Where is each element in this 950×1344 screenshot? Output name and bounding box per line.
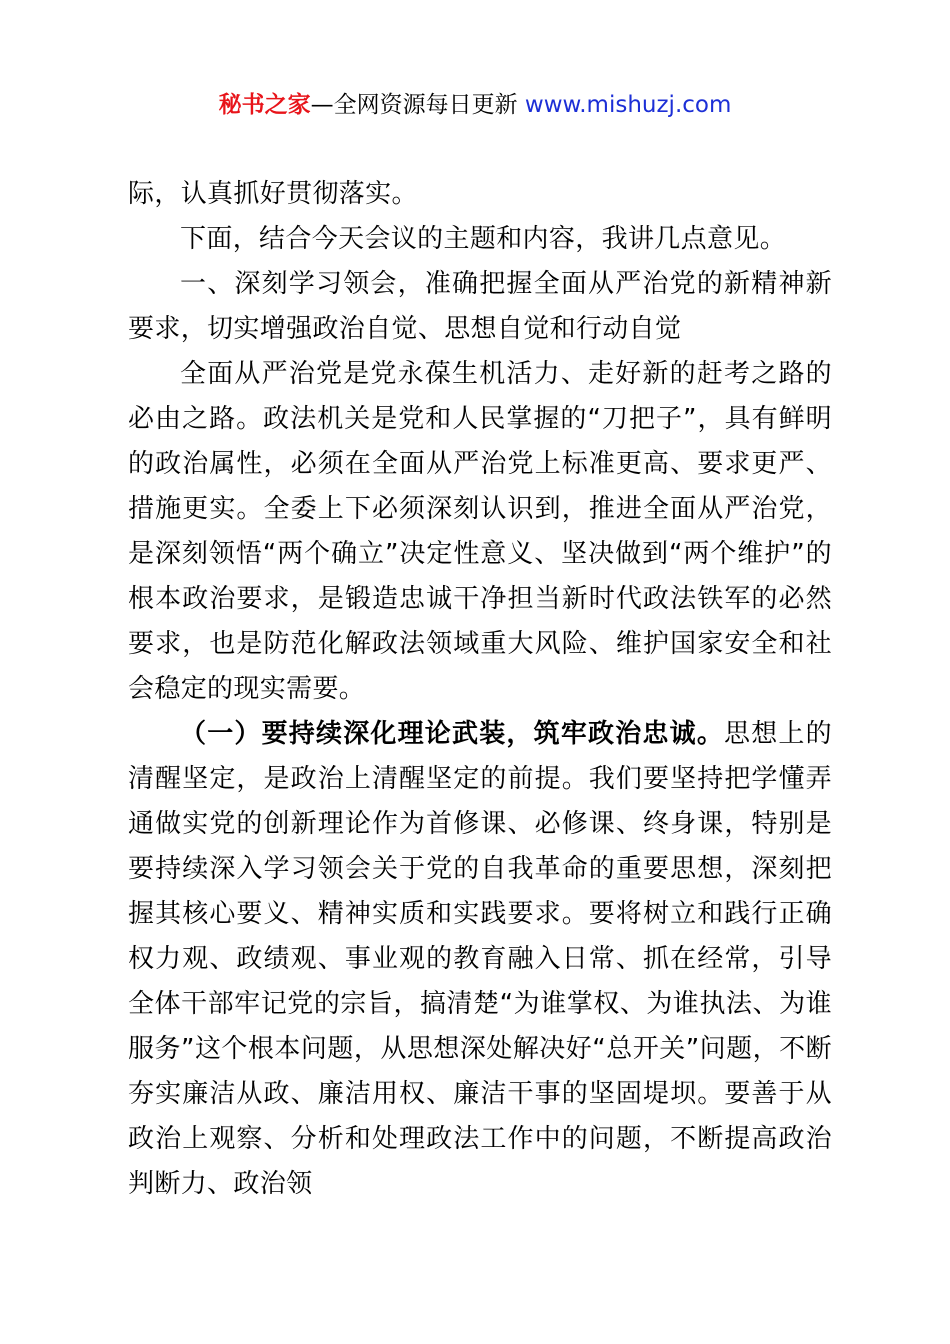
brand-name: 秘书之家: [218, 92, 311, 118]
subsection-body: 思想上的清醒坚定，是政治上清醒坚定的前提。我们要坚持把学懂弄通做实党的创新理论作为首修课、必修课、终身课，特别是要持续深入学习领会关于党的自我革命的重要思想，深刻把握其核心要义、精神实质和实践要求。要将树立和践行正确权力观、政绩观、事业观的教育融入日常、抓在经常，引导全体干部牢记党的宗旨，搞清楚“为谁掌权、为谁执法、为谁服务”这个根本问题，从思想深处解决好“总开关”问题，不断夯实廉洁从政、廉洁用权、廉洁干事的坚固堤坝。要善于从政治上观察、分析和处理政法工作中的问题，不断提高政治判断力、政治领: [128, 719, 832, 1199]
paragraph-section-body: 全面从严治党是党永葆生机活力、走好新的赶考之路的必由之路。政法机关是党和人民掌握的“刀把子”，具有鲜明的政治属性，必须在全面从严治党上标准更高、要求更严、措施更实。全委上下必须深刻认识到，推进全面从严治党，是深刻领悟“两个确立”决定性意义、坚决做到“两个维护”的根本政治要求，是锻造忠诚干净担当新时代政法铁军的必然要求，也是防范化解政法领域重大风险、维护国家安全和社会稳定的现实需要。: [128, 359, 832, 704]
paragraph-continuation: 际，认真抓好贯彻落实。: [128, 179, 418, 209]
header-tagline: —全网资源每日更新: [310, 92, 525, 118]
website-link[interactable]: www.mishuzj.com: [524, 92, 732, 118]
document-body: [128, 172, 832, 1207]
paragraph-subsection-1: [128, 712, 832, 1207]
page-header: [0, 88, 950, 122]
section-heading: 一、深刻学习领会，准确把握全面从严治党的新精神新要求，切实增强政治自觉、思想自觉和行动自觉: [128, 269, 832, 344]
subsection-title: （一）要持续深化理论武装，筑牢政治忠诚。: [180, 719, 725, 749]
paragraph-intro: 下面，结合今天会议的主题和内容，我讲几点意见。: [180, 224, 787, 254]
